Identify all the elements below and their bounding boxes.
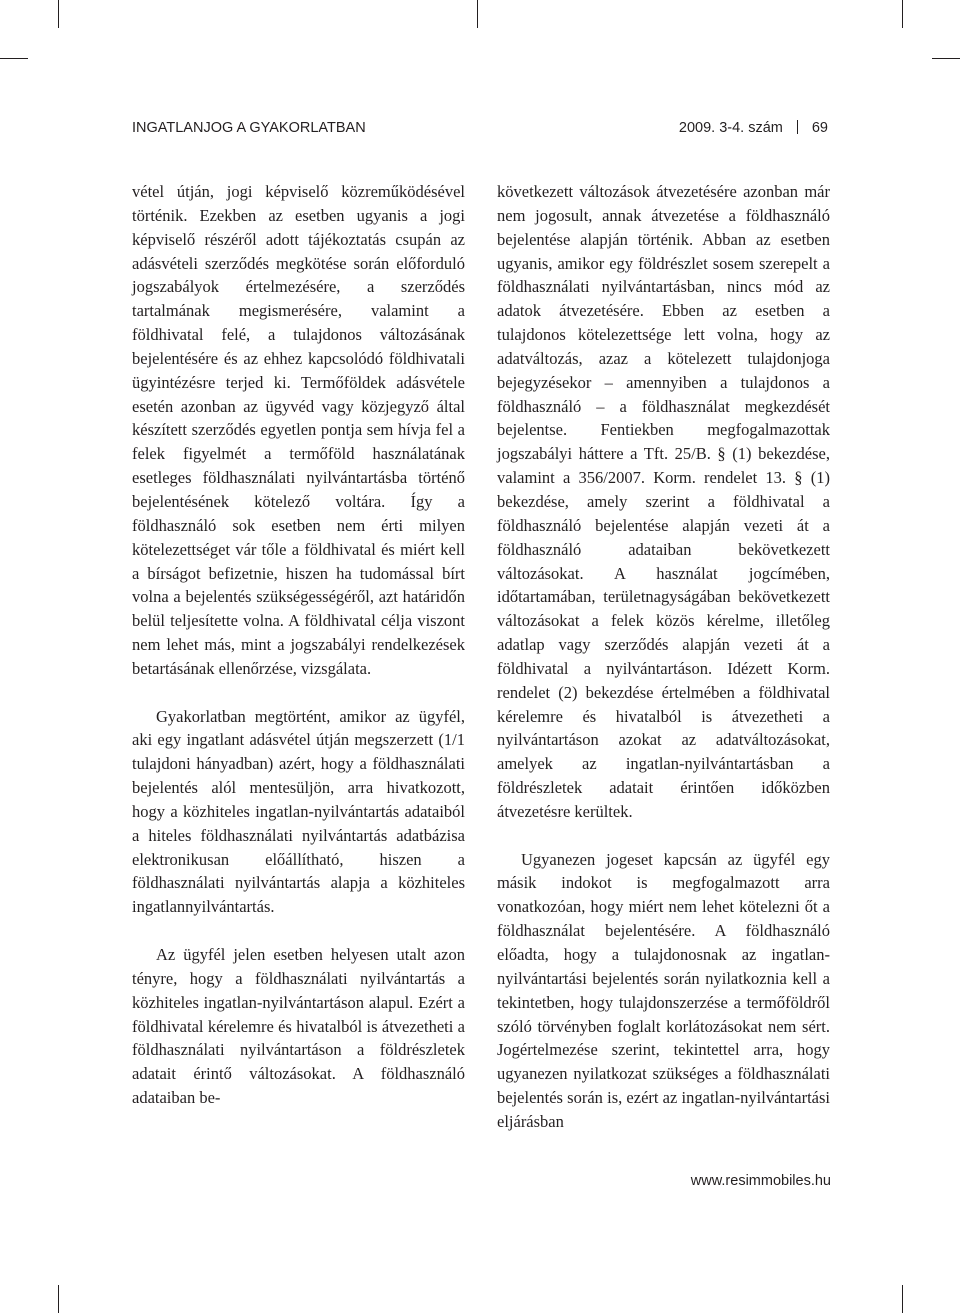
issue-date: 2009. 3-4. szám (678, 120, 783, 136)
paragraph: Az ügyfél jelen esetben helyesen utalt azon tényre, hogy a földhasználati nyilvántartás a közhiteles ingatlan-nyilvántartáson alapul. Ezért a földhivatal kérelemre és hivatalból is átvezetheti a földhasználati nyilvántartáson a földrészletek adatait érintő változásokat. A földhasználó adataiban be- (132, 945, 465, 1108)
paragraph: Ugyanezen jogeset kapcsán az ügyfél egy másik indokot is megfogalmazott arra vonatkozóan, hogy miért nem lehet kötelezni őt a földhasználat bejelentésére. A földhasználó előadta, hogy a tulajdonosnak az ingatlan-nyilvántartási bejelentés során nyilatkoznia kell a tekintetben, hogy tulajdonszerzése a termőföldről szóló törvényben foglalt korlátozásokat nem sért. Jogértelmezése szerint, tekintettel arra, hogy ugyanezen nyilatkozat szükséges a földhasználati bejelentés során is, ezért az ingatlan-nyilvántartási eljárásban (497, 849, 830, 1131)
issue-info (679, 120, 828, 136)
crop-mark-top-center (477, 0, 478, 28)
running-header (132, 120, 828, 142)
right-column (497, 180, 830, 1134)
page-number: 69 (811, 120, 828, 136)
crop-mark-left (0, 58, 28, 59)
website-url: www.resimmobiles.hu (690, 1173, 831, 1189)
paragraph: Gyakorlatban megtörtént, amikor az ügyfél, aki egy ingatlant adásvétel útján megszerzett (1/1 tulajdoni hányadban) azért, hogy a földhasználati bejelentés alól mentesüljön, arra hivatkozott, hogy a közhiteles ingatlan-nyilvántartás adataiból a hiteles földhasználati nyilvántartás adatbázisa elektronikusan előállítható, hiszen a földhasználati nyilvántartás alapja a közhiteles ingatlannyilvántartás. (132, 706, 465, 917)
header-separator (797, 120, 798, 134)
paragraph: vétel útján, jogi képviselő közreműködésével történik. Ezekben az esetben ugyanis a jogi képviselő részéről adott tájékoztatás csupán az adásvételi szerződés megkötése során előforduló jogszabályok értelmezésére, a szerződés tartalmának megismerésére, valamint a földhivatal felé, a tulajdonos változásának bejelentésére és az ehhez kapcsolódó földhivatali ügyintézésre terjed ki. Termőföldek adásvétele esetén azonban az ügyvéd vagy közjegyző által készített szerződés egyetlen pontja sem hívja fel a felek figyelmét a termőföld használatának esetleges földhasználati nyilvántartásba történő bejelentésének kötelező voltára. Így a földhasználó sok esetben nem érti milyen kötelezettséget vár tőle a földhivatal és miért kell a bírságot befizetnie, hiszen ha tudomással bírt volna a bejelentés szükségességéről, azt határidőn belül teljesítette volna. A földhivatal célja viszont nem lehet más, mint a jogszabályi rendelkezések betartásának ellenőrzése, vizsgálata. (132, 182, 465, 678)
paragraph: következett változások átvezetésére azonban már nem jogosult, annak átvezetése a földhasználó bejelentése alapján történik. Abban az esetben ugyanis, amikor egy földrészlet sosem szerepelt a földhasználati nyilvántartásban, nincs mód az adatok átvezetésére. Ebben az esetben a tulajdonos kötelezettsége lett volna, hogy az adatváltozás, azaz a kötelezett tulajdonjoga bejegyzésekor – amennyiben a tulajdonos a földhasználó – a földhasználat megkezdését bejelentse. Fentiekben megfogalmazottak jogszabályi háttere a Tft. 25/B. § (1) bekezdése, valamint a 356/2007. Korm. rendelet 13. § (1) bekezdése, amely szerint a földhivatal a földhasználó bejelentése alapján vezeti át a földhasználó adataiban bekövetkezett változásokat. A használat jogcímében, időtartamában, területnagyságában bekövetkezett változásokat a felek közös kérelme, illetőleg adatlap vagy szerződés alapján vezeti át a földhivatal a nyilvántartáson. Idézett Korm. rendelet (2) bekezdése értelmében a földhivatal kérelemre és hivatalból is átvezetheti a nyilvántartáson azokat az adatváltozásokat, amelyek az ingatlan-nyilvántartásban a földrészletek adatait érintően időközben átvezetésre kerültek. (497, 182, 830, 821)
left-column (132, 180, 465, 1110)
crop-mark-top-left (58, 0, 59, 28)
crop-mark-top-right (902, 0, 903, 28)
crop-mark-right (932, 58, 960, 59)
crop-mark-bottom-right (902, 1285, 903, 1313)
crop-mark-bottom-left (58, 1285, 59, 1313)
section-title: INGATLANJOG A GYAKORLATBAN (132, 120, 366, 136)
